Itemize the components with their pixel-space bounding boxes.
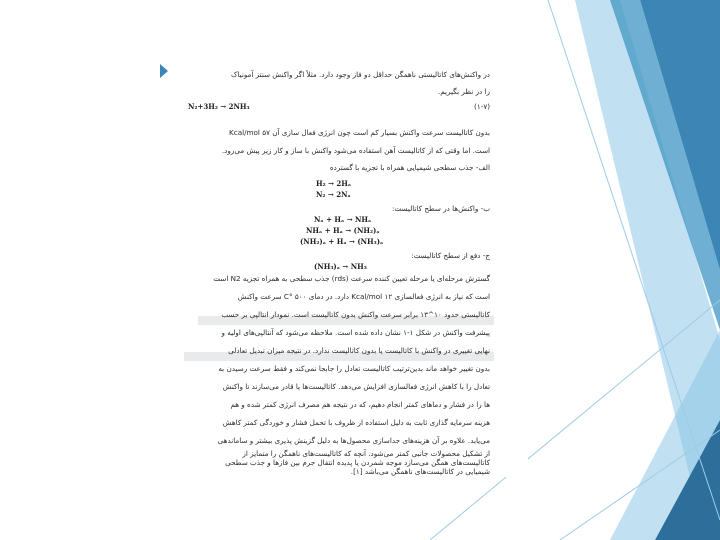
doc-line: بدون تغییر خواهد ماند بدین‌ترتیب کاتالیست تعادل را جابجا نمی‌کند و فقط سرعت رسیدن به <box>218 364 490 373</box>
equation-adsorption-h2: H₂ → 2Hₐ <box>316 179 352 188</box>
doc-line: ج- دفع از سطح کاتالیست: <box>411 251 490 260</box>
document-scan <box>168 62 528 477</box>
doc-line: الف- جذب سطحی شیمیایی همراه با تجزیه با گسترده <box>329 163 490 172</box>
doc-line: ب- واکنش‌ها در سطح کاتالیست: <box>392 204 490 213</box>
doc-line: می‌یابد. علاوه بر آن هزینه‌های جداسازی محصول‌ها به دلیل گزینش پذیری بیشتر و ساماندهی <box>217 436 490 445</box>
equation-surface-3: (NH₂)ₐ + Hₐ → (NH₃)ₐ <box>300 237 384 246</box>
doc-line: تعادل را با کاهش انرژی فعالسازی افزایش می‌دهد. کاتالیست‌ها یا قادر می‌سازند تا واکنش‌ <box>222 382 490 391</box>
equation-synthesis: N₂+3H₂ → 2NH₃ <box>188 102 250 111</box>
doc-line: نهایی تغییری در واکنش با کاتالیست یا بدون کاتالیست ندارد. در نتیجه میزان تبدیل تعادلی <box>228 346 490 355</box>
equation-adsorption-n2: N₂ → 2Nₐ <box>316 190 351 199</box>
doc-line: در واکنش‌های کاتالیستی ناهمگن حداقل دو فاز وجود دارد. مثلاً اگر واکنش سنتز آمونیاک <box>231 70 490 79</box>
doc-line: ها را در فشار و دماهای کمتر انجام دهیم، که در نتیجه هم مصرف انرژی کمتر شده و هم <box>230 400 490 409</box>
doc-line: شیمیایی در کاتالیست‌های ناهمگن می‌باشد [۱]. <box>350 467 490 476</box>
equation-surface-2: NHₐ + Hₐ → (NH₂)ₐ <box>306 226 380 235</box>
doc-line: از تشکیل محصولات جانبی کمتر می‌شود. آنچه که کاتالیست‌های ناهمگن را متمایز از <box>242 449 490 458</box>
doc-line: پیشرفت واکنش در شکل ۱-۱ نشان داده شده است. ملاحظه می‌شود که آنتالپی‌های اولیه و <box>221 328 490 337</box>
equation-number: (۱-۷) <box>474 102 490 111</box>
equation-desorption: (NH₃)ₐ → NH₃ <box>314 262 367 271</box>
doc-line: هزینه سرمایه گذاری ثابت به دلیل استفاده از ظروف با تحمل فشار و خوردگی کمتر کاهش <box>222 418 490 427</box>
doc-line: است. اما وقتی که از کاتالیست آهن استفاده می‌شود واکنش با ساز و کار زیر پیش می‌رود. <box>221 146 490 155</box>
equation-surface-1: Nₐ + Hₐ → NHₐ <box>314 215 372 224</box>
doc-line: کاتالیستی حدود ۱۰^۱۳ برابر سرعت واکنش بدون کاتالیست است. نمودار انتالپی بر حسب <box>221 310 490 319</box>
doc-line: بدون کاتالیست سرعت واکنش بسیار کم است چون انرژی فعال سازی آن ۵۷ Kcal/mol <box>229 128 490 137</box>
doc-line: است که نیاز به انرژی فعالسازی ۱۲ Kcal/mol دارد. در دمای ۵۰۰ °C سرعت واکنش <box>237 292 490 301</box>
doc-line: را در نظر بگیریم. <box>437 87 490 96</box>
doc-line: کاتالیست‌های همگن می‌سازد موجه شمردن یا پدیده انتقال جرم بین فازها و جذب سطحی <box>225 458 490 467</box>
doc-line: گسترش مرحله‌ای یا مرحله تعیین کننده سرعت (rds) جذب سطحی به همراه تجزیه N2 است <box>213 274 490 283</box>
